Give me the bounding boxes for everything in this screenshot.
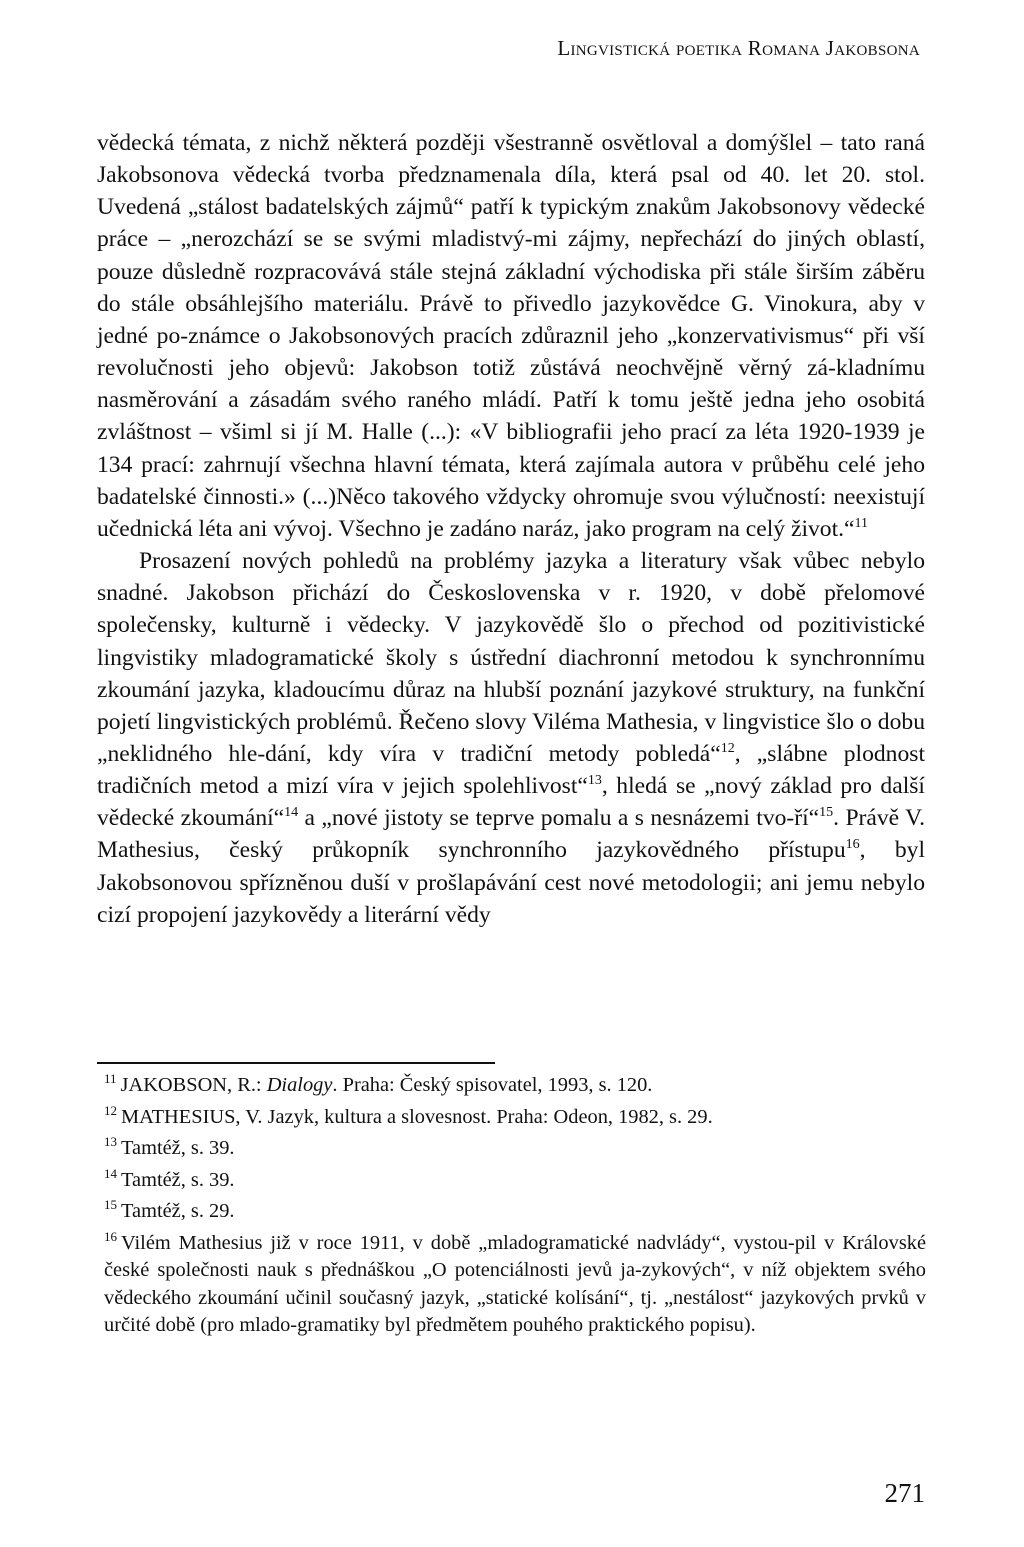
footnote-15 <box>104 1198 926 1226</box>
text-run: , hledá se „nový základ pro další vědecké zkoumání“ <box>97 773 925 832</box>
text-run: , „slábne plodnost tradičních metod a mizí víra v jejich spolehlivost“ <box>97 740 926 800</box>
footnote-12 <box>104 1104 926 1132</box>
text-run: Tamtéž, s. 29. <box>121 1200 235 1222</box>
footnote-number: 13 <box>104 1134 117 1149</box>
footnote-16 <box>104 1230 926 1340</box>
footnote-ref: 13 <box>587 773 602 789</box>
main-text <box>97 127 925 931</box>
paragraph-2 <box>97 545 925 931</box>
text-run: , byl Jakobsonovou spřízněnou duší v prošlapávání cest nové metodologii; ani jemu nebylo cizí propojení jazykovědy a literární vědy <box>97 837 925 928</box>
footnote-number: 16 <box>104 1228 117 1244</box>
footnote-14 <box>104 1167 926 1195</box>
italic-title: Dialogy <box>266 1074 333 1096</box>
page-number: 271 <box>884 1478 925 1508</box>
text-run: Vilém Mathesius již v roce 1911, v době „mladogramatické nadvlády“, vystou-pil v Královské české společnosti nauk s přednáškou „O potenciálnosti jevů ja-zykových“, v níž objektem svého vědeckého zkoumání učinil současný jazyk, „statické kolísání“, tj. „nestálost“ jazykových prvků v určité době (pro mlado-gramatiky byl předmětem pouhého praktického popisu). <box>104 1231 926 1336</box>
footnote-ref: 12 <box>720 740 735 756</box>
footnote-ref: 15 <box>819 805 834 821</box>
paragraph-1 <box>97 127 925 545</box>
footnote-11 <box>104 1072 926 1100</box>
footnote-13 <box>104 1135 926 1163</box>
footnotes-section <box>104 1072 926 1340</box>
text-run: a „nové jistoty se teprve pomalu a s nesnázemi tvo-ří“ <box>298 805 820 832</box>
text-run: . Právě V. Mathesius, český průkopník synchronního jazykovědného přístupu <box>97 805 925 864</box>
footnote-ref: 14 <box>284 805 299 821</box>
footnote-number: 12 <box>104 1102 117 1118</box>
text-run: Tamtéž, s. 39. <box>121 1137 235 1159</box>
text-run: MATHESIUS, V. Jazyk, kultura a slovesnost. Praha: Odeon, 1982, s. 29. <box>121 1105 713 1128</box>
text-run: JAKOBSON, R.: <box>120 1074 267 1096</box>
footnote-number: 14 <box>104 1165 117 1181</box>
footnote-ref: 16 <box>845 837 860 853</box>
footnote-separator <box>97 1062 495 1064</box>
text-run: vědecká témata, z nichž některá později všestranně osvětloval a domýšlel – tato raná Jakobsonova vědecká tvorba předznamenala díla, která psal od 40. let 20. stol. Uvedená „stálost badatelských zájmů“ patří k typickým znakům Jakobsonovy vědecké práce – „nerozchází se se svými mladistvý-mi zájmy, nepřechází do jiných oblastí, pouze důsledně rozpracovává stále stejná základní východiska při stále širším záběru do stále obsáhlejšího materiálu. Právě to přivedlo jazykovědce G. Vinokura, aby v jedné po-známce o Jakobsonových pracích zdůraznil jeho „konzervativismus“ při vší revolučnosti jeho objevů: Jakobson totiž zůstává neochvějně věrný zá-kladnímu nasměrování a zásadám svého raného mládí. Patří k tomu ještě jedna jeho osobitá zvláštnost – všiml si jí M. Halle (...): «V bibliografii jeho prací za léta 1920-1939 je 134 prací: zahrnují všechna hlavní témata, která zajímala autora v průběhu celé jeho badatelské činnosti.» (...)Něco takového vždycky ohromuje svou výlučností: neexistují učednická léta ani vývoj. Všechno je zadáno naráz, jako program na celý život.“ <box>97 130 925 542</box>
text-run: Prosazení nových pohledů na problémy jazyka a literatury však vůbec nebylo snadné. Jakobson přichází do Československa v r. 1920, v době přelomové společensky, kulturně i vědecky. V jazykovědě šlo o přechod od pozitivistické lingvistiky mladogramatické školy s ústřední diachronní metodou k synchronnímu zkoumání jazyka, kladoucímu důraz na hlubší poznání jazykové struktury, na funkční pojetí lingvistických problémů. Řečeno slovy Viléma Mathesia, v lingvistice šlo o dobu „neklidného hle-dání, kdy víra v tradiční metody pobledá“ <box>97 548 925 767</box>
text-run: . Praha: Český spisovatel, 1993, s. 120. <box>332 1074 653 1096</box>
footnote-number: 11 <box>104 1071 117 1086</box>
running-header: Lingvistická poetika Romana Jakobsona <box>557 36 920 60</box>
footnote-ref: 11 <box>854 515 869 531</box>
text-run: Tamtéž, s. 39. <box>121 1168 235 1191</box>
footnote-number: 15 <box>104 1197 117 1212</box>
